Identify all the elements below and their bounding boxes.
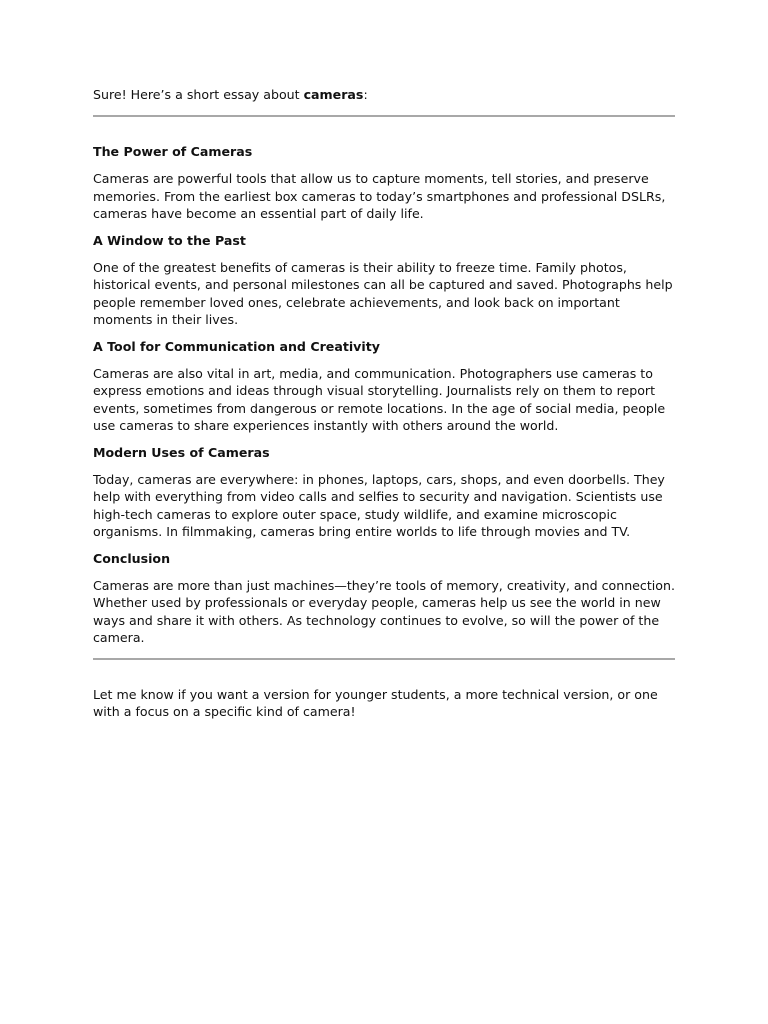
section-paragraph: Today, cameras are everywhere: in phones, laptops, cars, shops, and even doorbells. They help with everything from video calls and selfies to security and navigation. Scientists use high-tech cameras to explore outer space, study wildlife, and examine microscopic organisms. In filmmaking, cameras bring entire worlds to life through movies and TV.: [93, 471, 665, 539]
intro-bold-word: cameras: [303, 87, 364, 102]
essay: [93, 143, 675, 647]
document-page: [93, 86, 675, 733]
intro-prefix: Sure! Here’s a short essay about: [93, 87, 304, 102]
top-divider: [93, 115, 675, 117]
essay-intro-paragraph: Cameras are powerful tools that allow us to capture moments, tell stories, and preserve memories. From the earliest box cameras to today’s smartphones and professional DSLRs, cameras have become an essential part of daily life.: [93, 171, 666, 221]
section-paragraph: One of the greatest benefits of cameras is their ability to freeze time. Family photos, historical events, and personal milestones can all be captured and saved. Photographs help people remember loved ones, celebrate achievements, and look back on important moments in their lives.: [93, 259, 673, 327]
section-heading: Conclusion: [93, 550, 171, 566]
essay-section-modern-uses: [93, 444, 675, 541]
section-heading: A Tool for Communication and Creativity: [93, 338, 380, 354]
outro-paragraph: Let me know if you want a version for younger students, a more technical version, or one with a focus on a specific kind of camera!: [93, 686, 658, 719]
section-paragraph: Cameras are also vital in art, media, and communication. Photographers use cameras to express emotions and ideas through visual storytelling. Journalists rely on them to report events, sometimes from dangerous or remote locations. In the age of social media, people use cameras to share experiences instantly with others around the world.: [93, 365, 666, 433]
essay-title: The Power of Cameras: [93, 144, 253, 159]
section-paragraph: Cameras are more than just machines—they’re tools of memory, creativity, and connection. Whether used by professionals or everyday people, cameras help us see the world in new ways and share it with others. As technology continues to evolve, so will the power of the camera.: [93, 577, 675, 645]
section-heading: A Window to the Past: [93, 232, 246, 248]
section-heading: Modern Uses of Cameras: [93, 444, 270, 460]
bottom-divider: [93, 658, 675, 660]
essay-section-conclusion: [93, 550, 675, 647]
intro-suffix: :: [363, 87, 368, 102]
essay-section-past: [93, 232, 675, 329]
intro-line: [93, 86, 675, 106]
essay-section-communication: [93, 338, 675, 435]
